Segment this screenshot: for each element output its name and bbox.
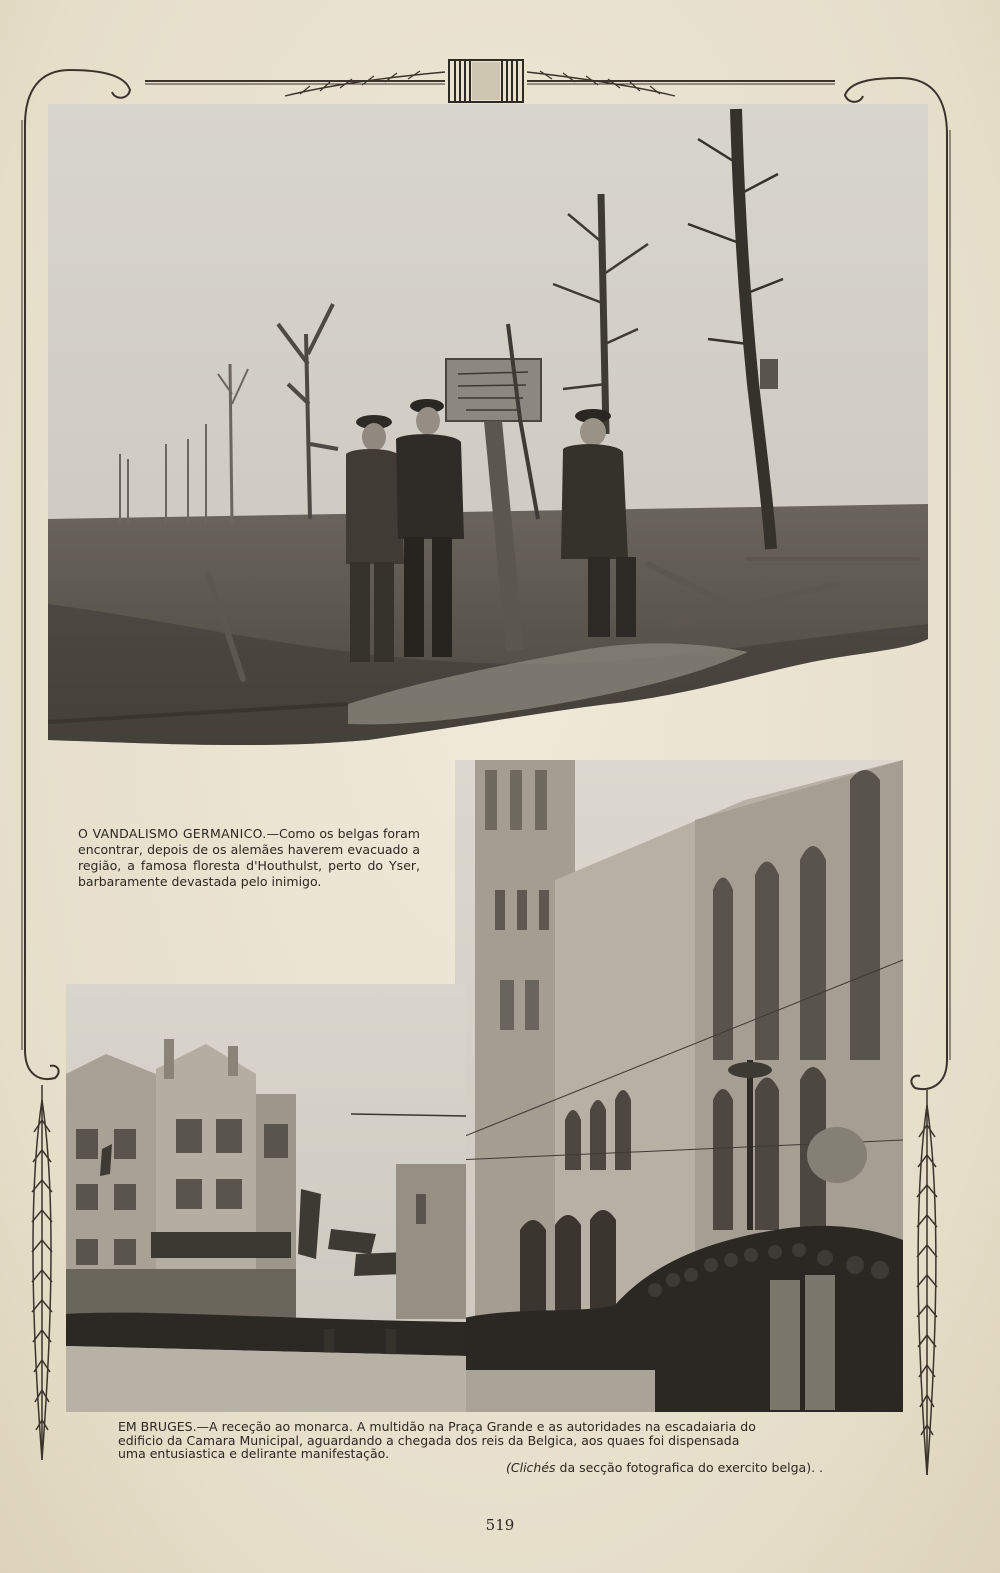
leaf-pendant-right <box>917 1090 937 1475</box>
caption-headline: O VANDALISMO GERMANICO. <box>78 826 267 841</box>
caption-line-2: edificio da Camara Municipal, aguardando a chegada dos reis da Belgica, aos quaes foi dispensada <box>118 1432 740 1448</box>
photo-bruges-town-hall <box>455 760 903 1412</box>
caption-text: —Como os belgas foram encontrar, depois de os alemães haverem evacuado a região, a famosa floresta d'Houthulst, perto do Yser, barbaramente devastada pelo inimigo. <box>78 826 420 889</box>
photo-bruges-grand-place <box>66 984 466 1412</box>
caption-line-3: uma entusiastica e delirante manifestação. <box>118 1446 390 1461</box>
page-number: 519 <box>485 1516 515 1534</box>
caption-houthulst-forest <box>78 826 420 890</box>
photo-credit <box>118 1461 873 1475</box>
flag-emblem <box>449 60 523 102</box>
photo-credit-italic: (Clichés <box>506 1459 556 1475</box>
caption-line-1: EM BRUGES.—A receção ao monarca. A multidão na Praça Grande e as autoridades na escadaiaria do <box>118 1419 756 1434</box>
caption-bruges-reception <box>118 1420 873 1474</box>
leaf-pendant-left <box>32 1085 52 1460</box>
photo-credit-rest: da secção fotografica do exercito belga). . <box>555 1459 823 1475</box>
photo-houthulst-forest <box>48 104 928 754</box>
